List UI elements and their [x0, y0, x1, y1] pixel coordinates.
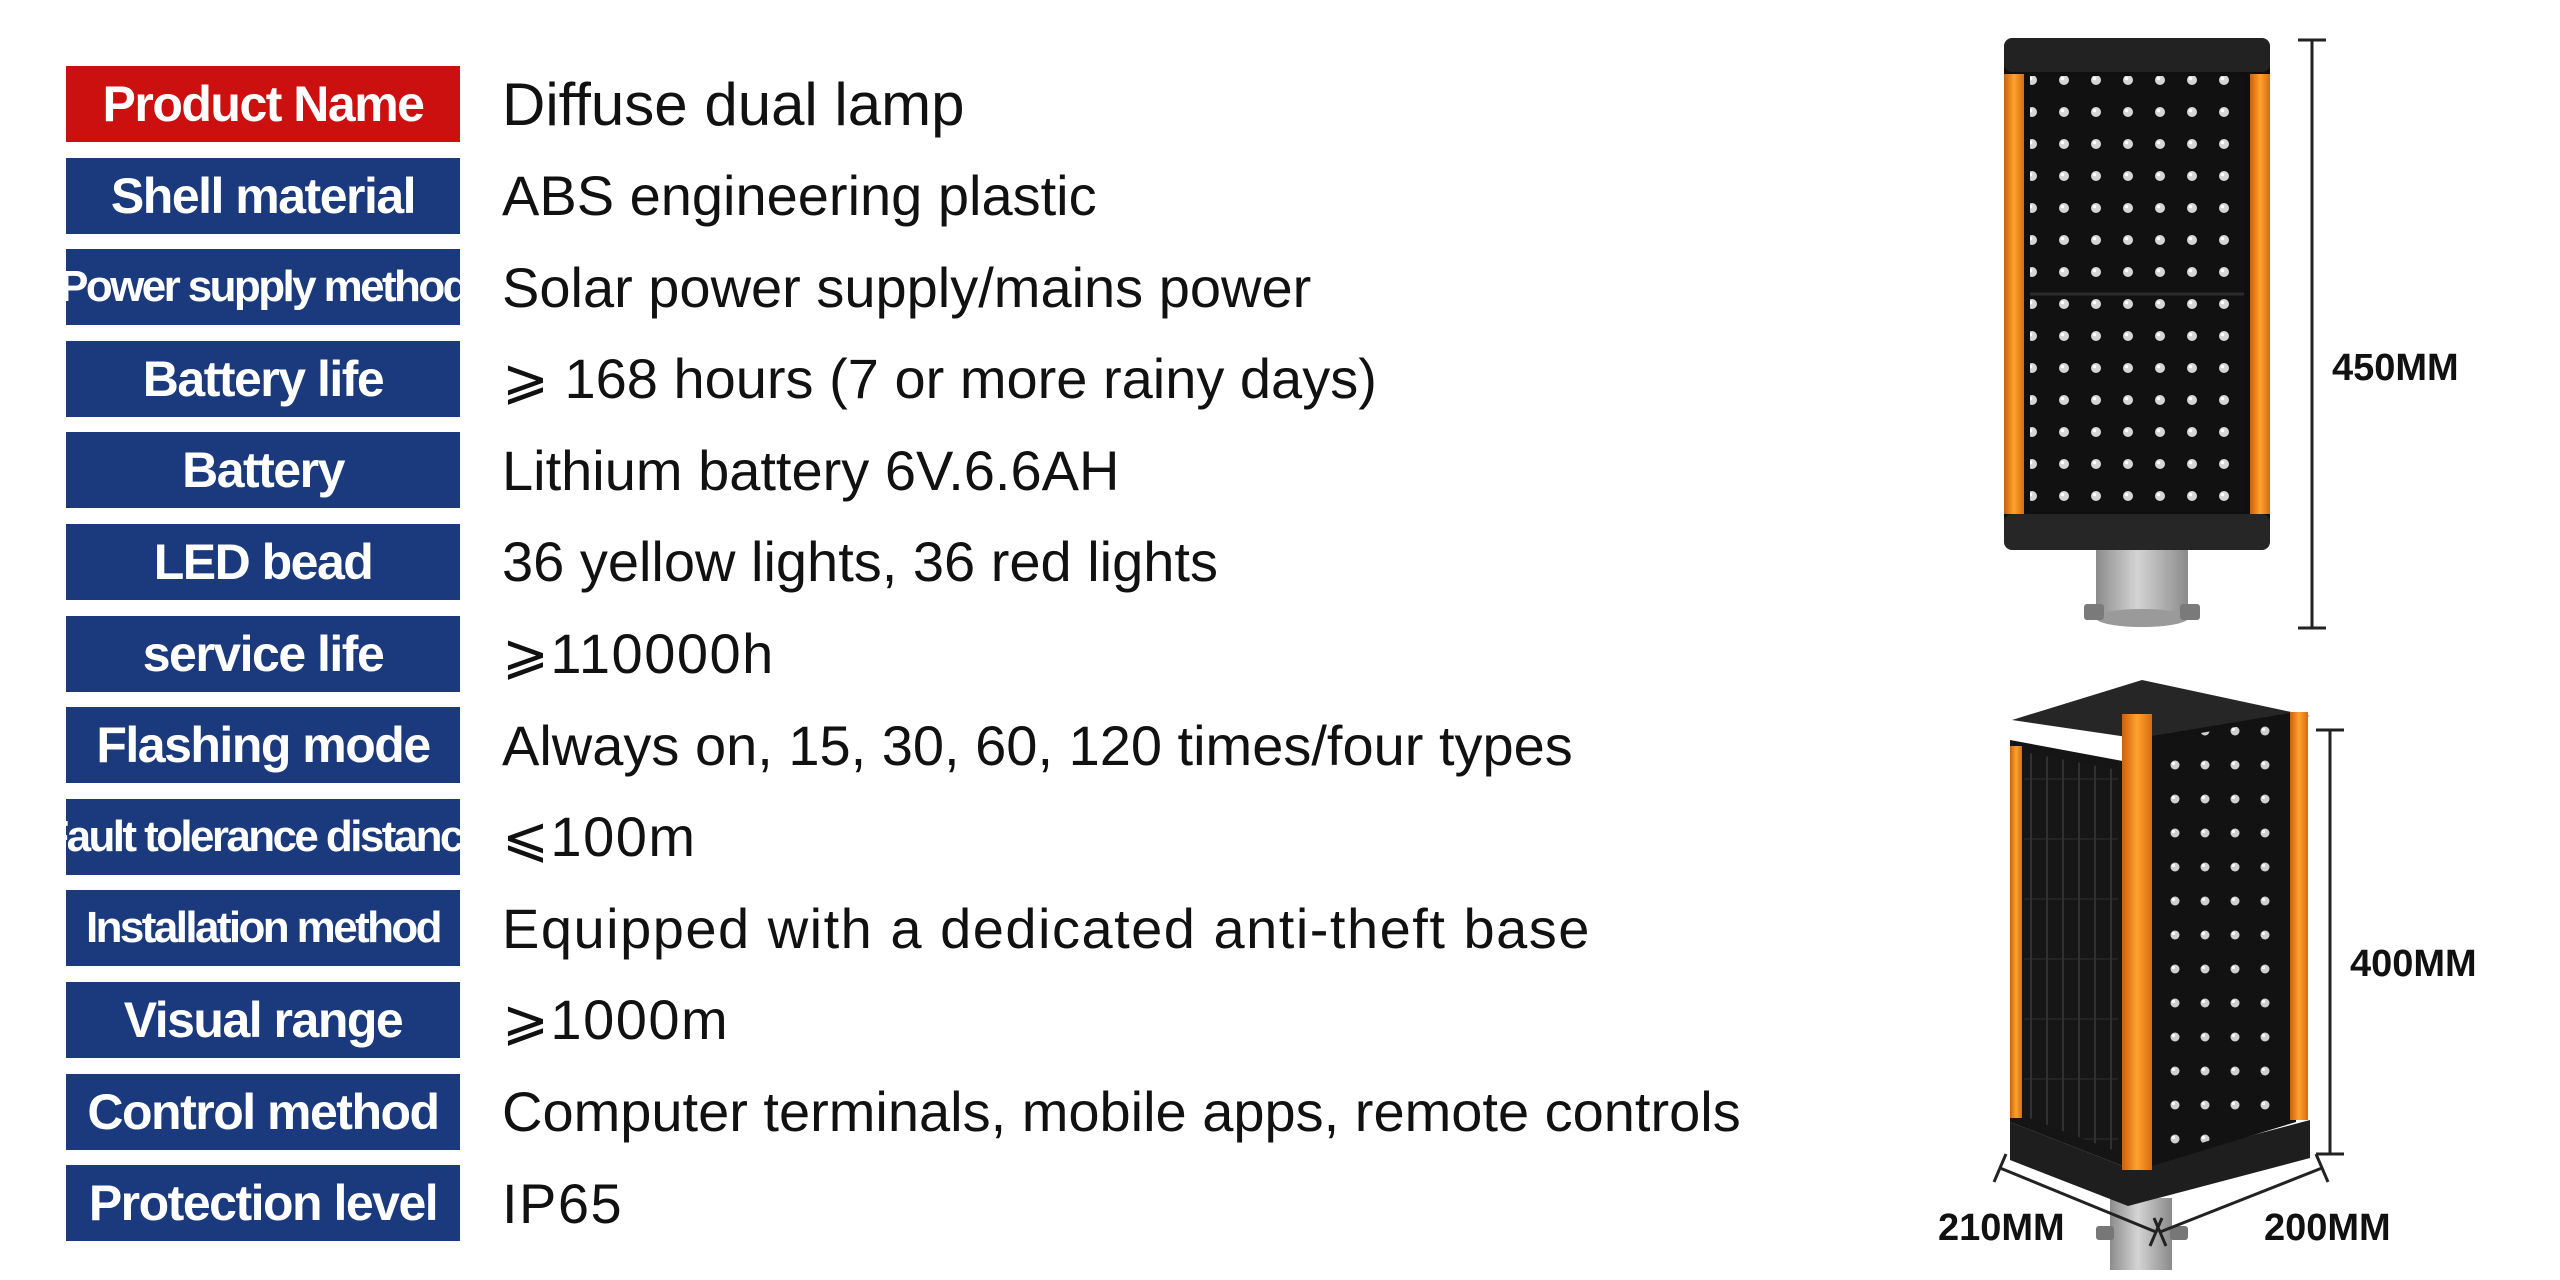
spec-row-protection-level — [66, 1165, 1786, 1241]
spec-value: 36 yellow lights, 36 red lights — [502, 530, 1218, 594]
spec-label: service life — [66, 616, 460, 692]
spec-value: ⩾110000h — [502, 621, 775, 685]
spec-label: Protection level — [66, 1165, 460, 1241]
lamp-front-orange-trim-right — [2250, 74, 2270, 514]
spec-row-visual-range — [66, 982, 1786, 1058]
spec-row-battery — [66, 432, 1786, 508]
spec-label: Visual range — [66, 982, 460, 1058]
spec-table — [42, 66, 1786, 1257]
lamp-front-bottom-cap — [2004, 514, 2270, 550]
spec-label: Battery life — [66, 341, 460, 417]
lamp-front-bolt-right — [2180, 604, 2200, 620]
spec-value: Always on, 15, 30, 60, 120 times/four types — [502, 713, 1573, 777]
front-height-dimension — [2298, 40, 2459, 628]
lamp-side-led-array — [2160, 718, 2288, 1156]
lamp-side-orange-trim-right — [2290, 712, 2308, 1120]
lamp-side-bolt-left — [2096, 1226, 2114, 1240]
spec-value: Computer terminals, mobile apps, remote controls — [502, 1080, 1741, 1144]
spec-label: Installation method — [66, 890, 460, 966]
lamp-side-view — [2010, 680, 2310, 1270]
spec-value: Lithium battery 6V.6.6AH — [502, 438, 1120, 502]
spec-label: Control method — [66, 1074, 460, 1150]
product-figure — [1900, 0, 2560, 1280]
spec-value: ABS engineering plastic — [502, 164, 1097, 228]
lamp-front-bolt-left — [2084, 604, 2104, 620]
lamp-front-view — [2004, 38, 2270, 627]
lamp-side-pole — [2110, 1198, 2172, 1270]
spec-label: Fault tolerance distance — [66, 799, 460, 875]
side-width-right-label: 200MM — [2264, 1207, 2391, 1249]
spec-value: Equipped with a dedicated anti-theft base — [502, 896, 1591, 960]
spec-label: LED bead — [66, 524, 460, 600]
spec-value: ⩾ 168 hours (7 or more rainy days) — [502, 346, 1377, 410]
side-height-label: 400MM — [2350, 943, 2477, 985]
spec-row-power-supply — [59, 249, 1786, 325]
spec-value: IP65 — [502, 1171, 624, 1235]
spec-label: Shell material — [66, 158, 460, 234]
spec-value: ⩽100m — [502, 804, 697, 868]
spec-row-service-life — [66, 616, 1786, 692]
lamp-front-top-cap — [2004, 38, 2270, 72]
spec-row-led-bead — [66, 524, 1786, 600]
spec-label: Product Name — [66, 66, 460, 142]
spec-label: Battery — [66, 432, 460, 508]
side-width-left-label: 210MM — [1938, 1207, 2065, 1249]
spec-row-product-name — [66, 66, 1786, 142]
lamp-side-orange-trim-center — [2122, 714, 2152, 1170]
spec-row-battery-life — [66, 341, 1786, 417]
spec-row-fault-tolerance — [42, 799, 1786, 875]
lamp-side-orange-trim-left — [2010, 746, 2022, 1118]
lamp-side-solar-panel — [2024, 752, 2118, 1152]
spec-value: ⩾1000m — [502, 987, 730, 1051]
side-height-dimension — [2316, 730, 2477, 1154]
lamp-front-orange-trim-left — [2004, 74, 2024, 514]
spec-value: Solar power supply/mains power — [502, 255, 1312, 319]
spec-row-control-method — [66, 1074, 1786, 1150]
spec-row-flashing-mode — [66, 707, 1786, 783]
spec-row-shell-material — [66, 158, 1786, 234]
spec-label: Power supply method — [66, 249, 460, 325]
spec-row-installation — [66, 890, 1786, 966]
spec-value: Diffuse dual lamp — [502, 70, 965, 138]
front-height-label: 450MM — [2332, 347, 2459, 389]
spec-label: Flashing mode — [66, 707, 460, 783]
